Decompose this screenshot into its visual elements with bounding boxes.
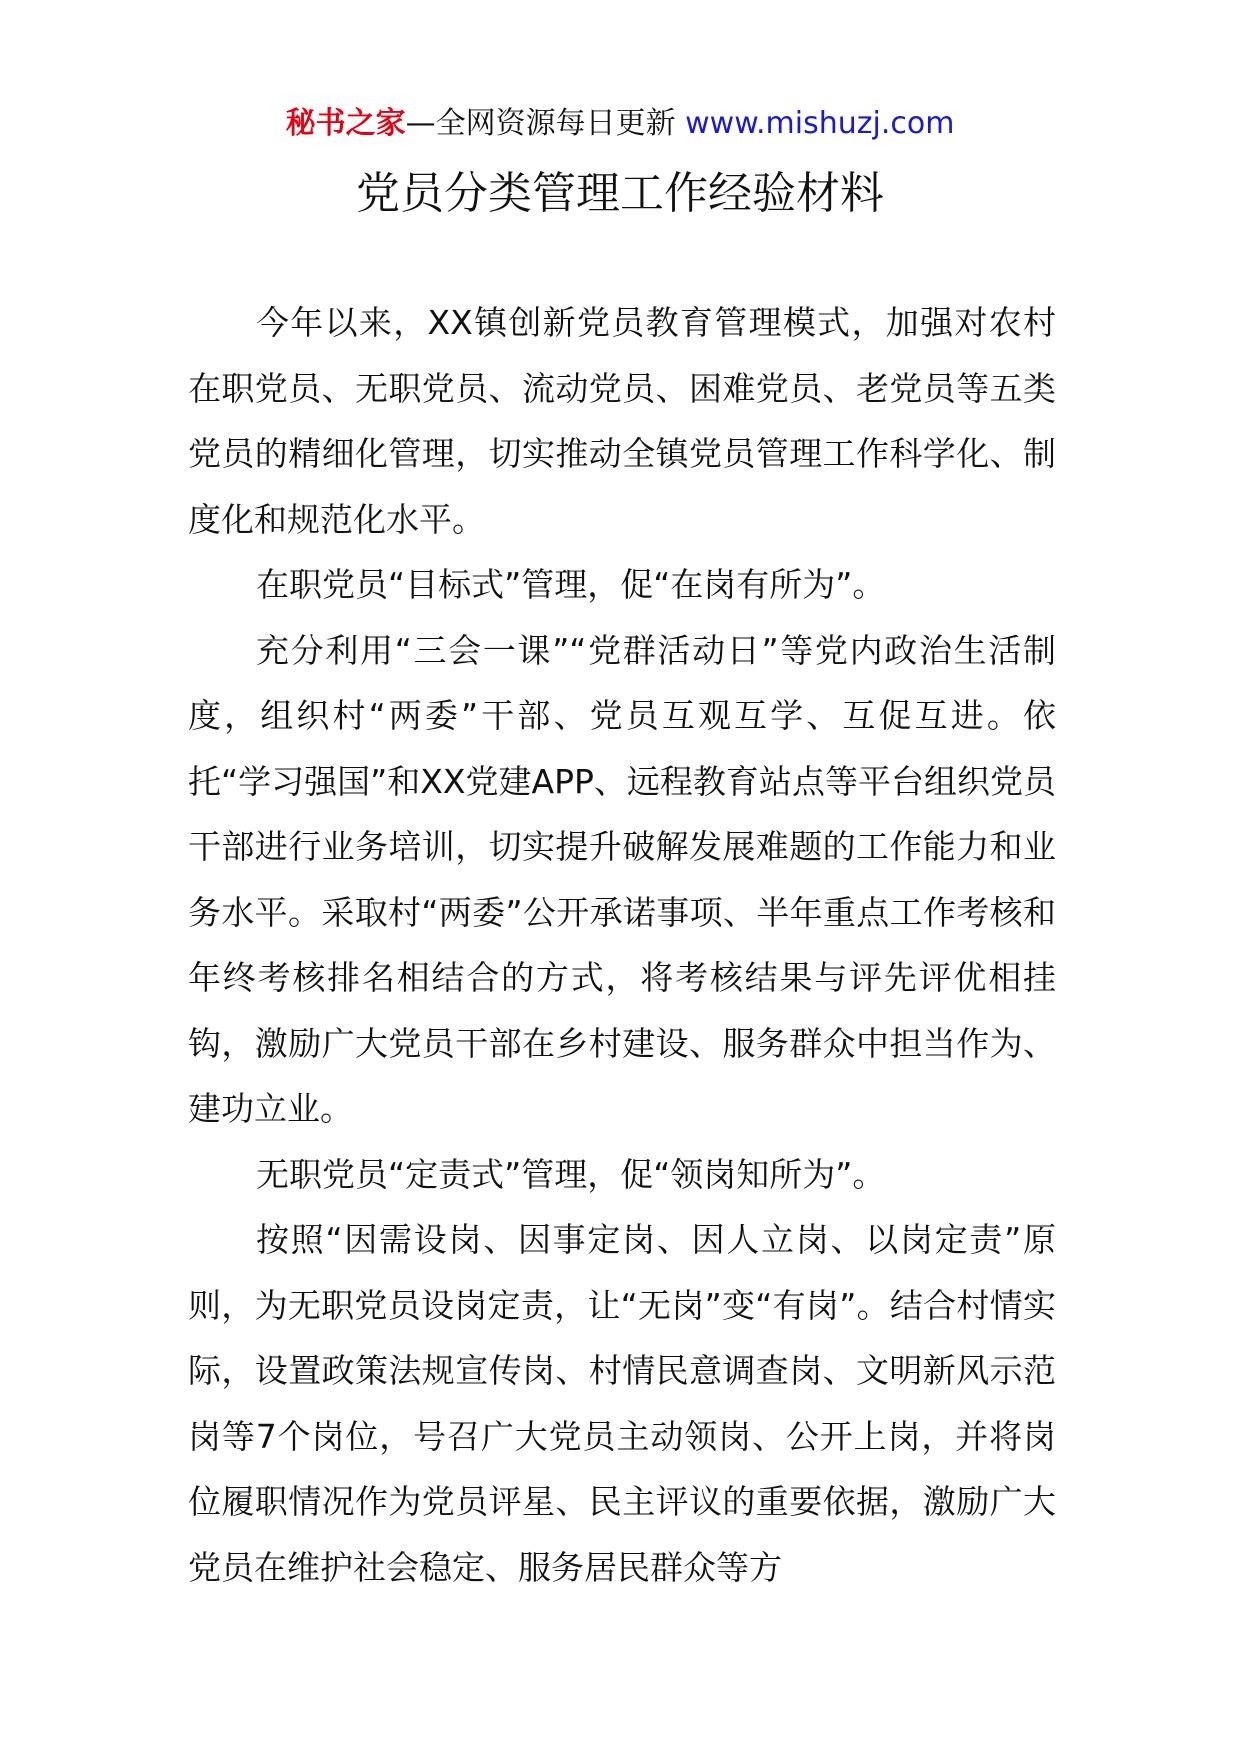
site-header	[0, 104, 1240, 144]
site-brand: 秘书之家	[285, 106, 406, 141]
document-body	[188, 290, 1056, 1600]
paragraph-section-1: 充分利用“三会一课”“党群活动日”等党内政治生活制度，组织村“两委”干部、党员互观互学、互促互进。依托“学习强国”和XX党建APP、远程教育站点等平台组织党员干部进行业务培训，切实提升破解发展难题的工作能力和业务水平。采取村“两委”公开承诺事项、半年重点工作考核和年终考核排名相结合的方式，将考核结果与评先评优相挂钩，激励广大党员干部在乡村建设、服务群众中担当作为、建功立业。	[188, 630, 1056, 1128]
paragraph-intro: 今年以来，XX镇创新党员教育管理模式，加强对农村在职党员、无职党员、流动党员、困难党员、老党员等五类党员的精细化管理，切实推动全镇党员管理工作科学化、制度化和规范化水平。	[188, 303, 1056, 539]
section-heading-1: 在职党员“目标式”管理，促“在岗有所为”。	[256, 565, 886, 604]
paragraph-section-2: 按照“因需设岗、因事定岗、因人立岗、以岗定责”原则，为无职党员设岗定责，让“无岗”变“有岗”。结合村情实际，设置政策法规宣传岗、村情民意调查岗、文明新风示范岗等7个岗位，号召广大党员主动领岗、公开上岗，并将岗位履职情况作为党员评星、民主评议的重要依据，激励广大党员在维护社会稳定、服务居民群众等方	[188, 1220, 1056, 1587]
site-slogan: —全网资源每日更新	[405, 106, 686, 141]
section-heading-2: 无职党员“定责式”管理，促“领岗知所为”。	[256, 1154, 886, 1194]
site-url-link[interactable]: www.mishuzj.com	[685, 106, 955, 141]
document-title: 党员分类管理工作经验材料	[356, 168, 884, 219]
